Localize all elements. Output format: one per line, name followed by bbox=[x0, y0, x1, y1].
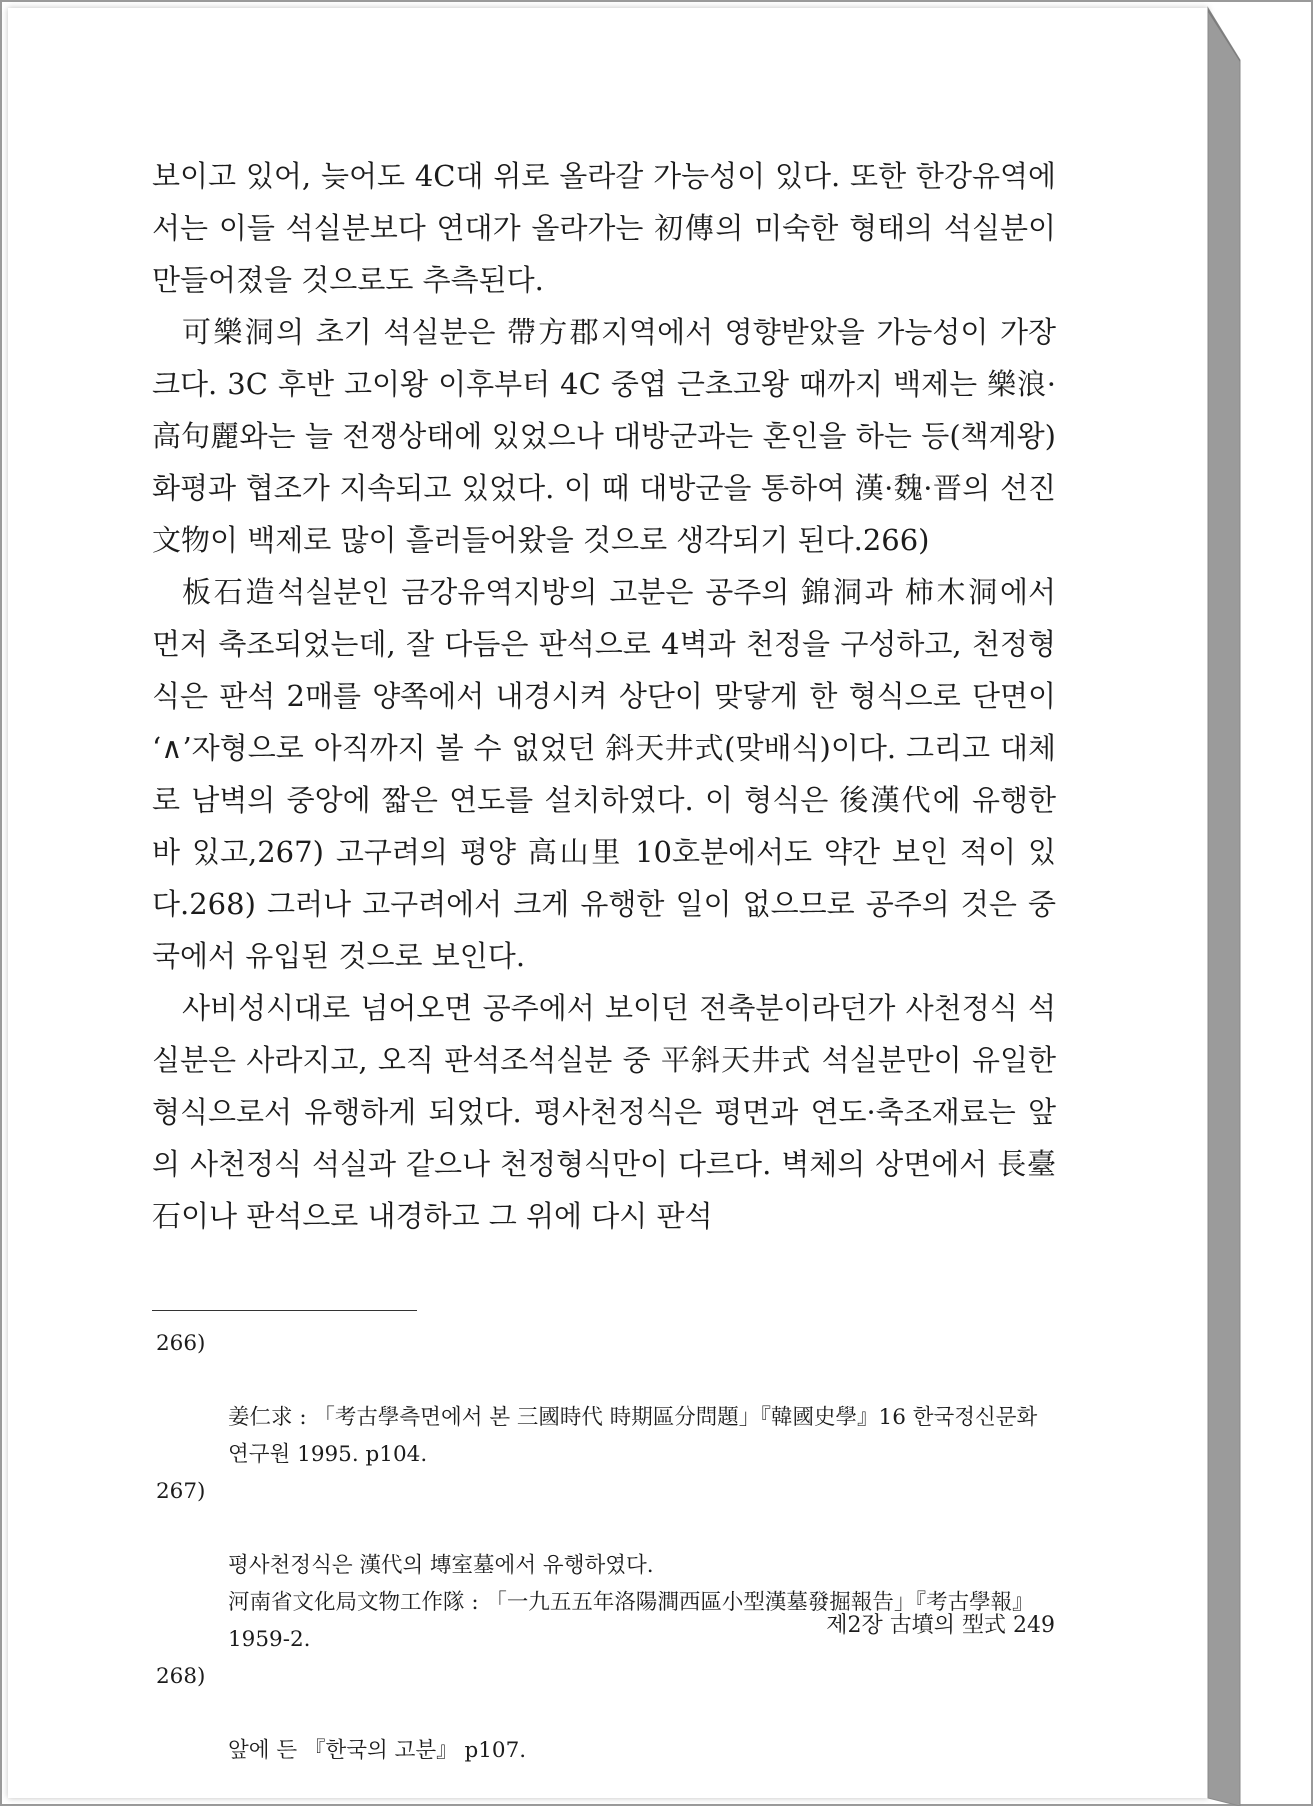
footnote-text: 평사천정식은 漢代의 塼室墓에서 유행하였다. 河南省文化局文物工作隊 : 「一九五五年洛陽澗西區小型漢墓發掘報告」『考古學報』1959-2. bbox=[228, 1553, 1034, 1652]
footnote-text: 앞에 든 『한국의 고분』 p107. bbox=[228, 1738, 527, 1763]
body-text bbox=[152, 150, 1056, 1242]
paragraph: 사비성시대로 넘어오면 공주에서 보이던 전축분이라던가 사천정식 석실분은 사라지고, 오직 판석조석실분 중 平斜天井式 석실분만이 유일한 형식으로서 유행하게 되었다. 평사천정식은 평면과 연도·축조재료는 앞의 사천정식 석실과 같으나 천정형식만이 다르다. 벽체의 상면에서 長臺石이나 판석으로 내경하고 그 위에 다시 판석 bbox=[152, 991, 1056, 1233]
footnote-number: 266) bbox=[156, 1331, 206, 1356]
footnote bbox=[152, 1325, 1056, 1473]
paragraph: 보이고 있어, 늦어도 4C대 위로 올라갈 가능성이 있다. 또한 한강유역에서는 이들 석실분보다 연대가 올라가는 初傳의 미숙한 형태의 석실분이 만들어졌을 것으로도 추측된다. bbox=[152, 159, 1056, 297]
paragraph: 板石造석실분인 금강유역지방의 고분은 공주의 錦洞과 柿木洞에서 먼저 축조되었는데, 잘 다듬은 판석으로 4벽과 천정을 구성하고, 천정형식은 판석 2매를 양쪽에서 내경시켜 상단이 맞닿게 한 형식으로 단면이 ‘∧’자형으로 아직까지 볼 수 없었던 斜天井式(맞배식)이다. 그리고 대체로 남벽의 중앙에 짧은 연도를 설치하였다. 이 형식은 後漢代에 유행한 바 있고,267) 고구려의 평양 高山里 10호분에서도 약간 보인 적이 있다.268) 그러나 고구려에서 크게 유행한 일이 없으므로 공주의 것은 중국에서 유입된 것으로 보인다. bbox=[152, 575, 1056, 973]
footnote-divider bbox=[152, 1310, 417, 1311]
footnote-text: 姜仁求 : 「考古學측면에서 본 三國時代 時期區分問題」『韓國史學』16 한국정신문화연구원 1995. p104. bbox=[228, 1405, 1038, 1467]
running-footer: 제2장 古墳의 型式 249 bbox=[826, 1613, 1055, 1638]
footnotes bbox=[152, 1325, 1056, 1769]
paragraph: 可樂洞의 초기 석실분은 帶方郡지역에서 영향받았을 가능성이 가장 크다. 3C 후반 고이왕 이후부터 4C 중엽 근초고왕 때까지 백제는 樂浪·高句麗와는 늘 전쟁상태에 있었으나 대방군과는 혼인을 하는 등(책계왕) 화평과 협조가 지속되고 있었다. 이 때 대방군을 통하여 漢·魏·晋의 선진文物이 백제로 많이 흘러들어왔을 것으로 생각되기 된다.266) bbox=[152, 315, 1056, 557]
footnote bbox=[152, 1658, 1056, 1769]
footnote-number: 267) bbox=[156, 1479, 206, 1504]
footnote-number: 268) bbox=[156, 1664, 206, 1689]
